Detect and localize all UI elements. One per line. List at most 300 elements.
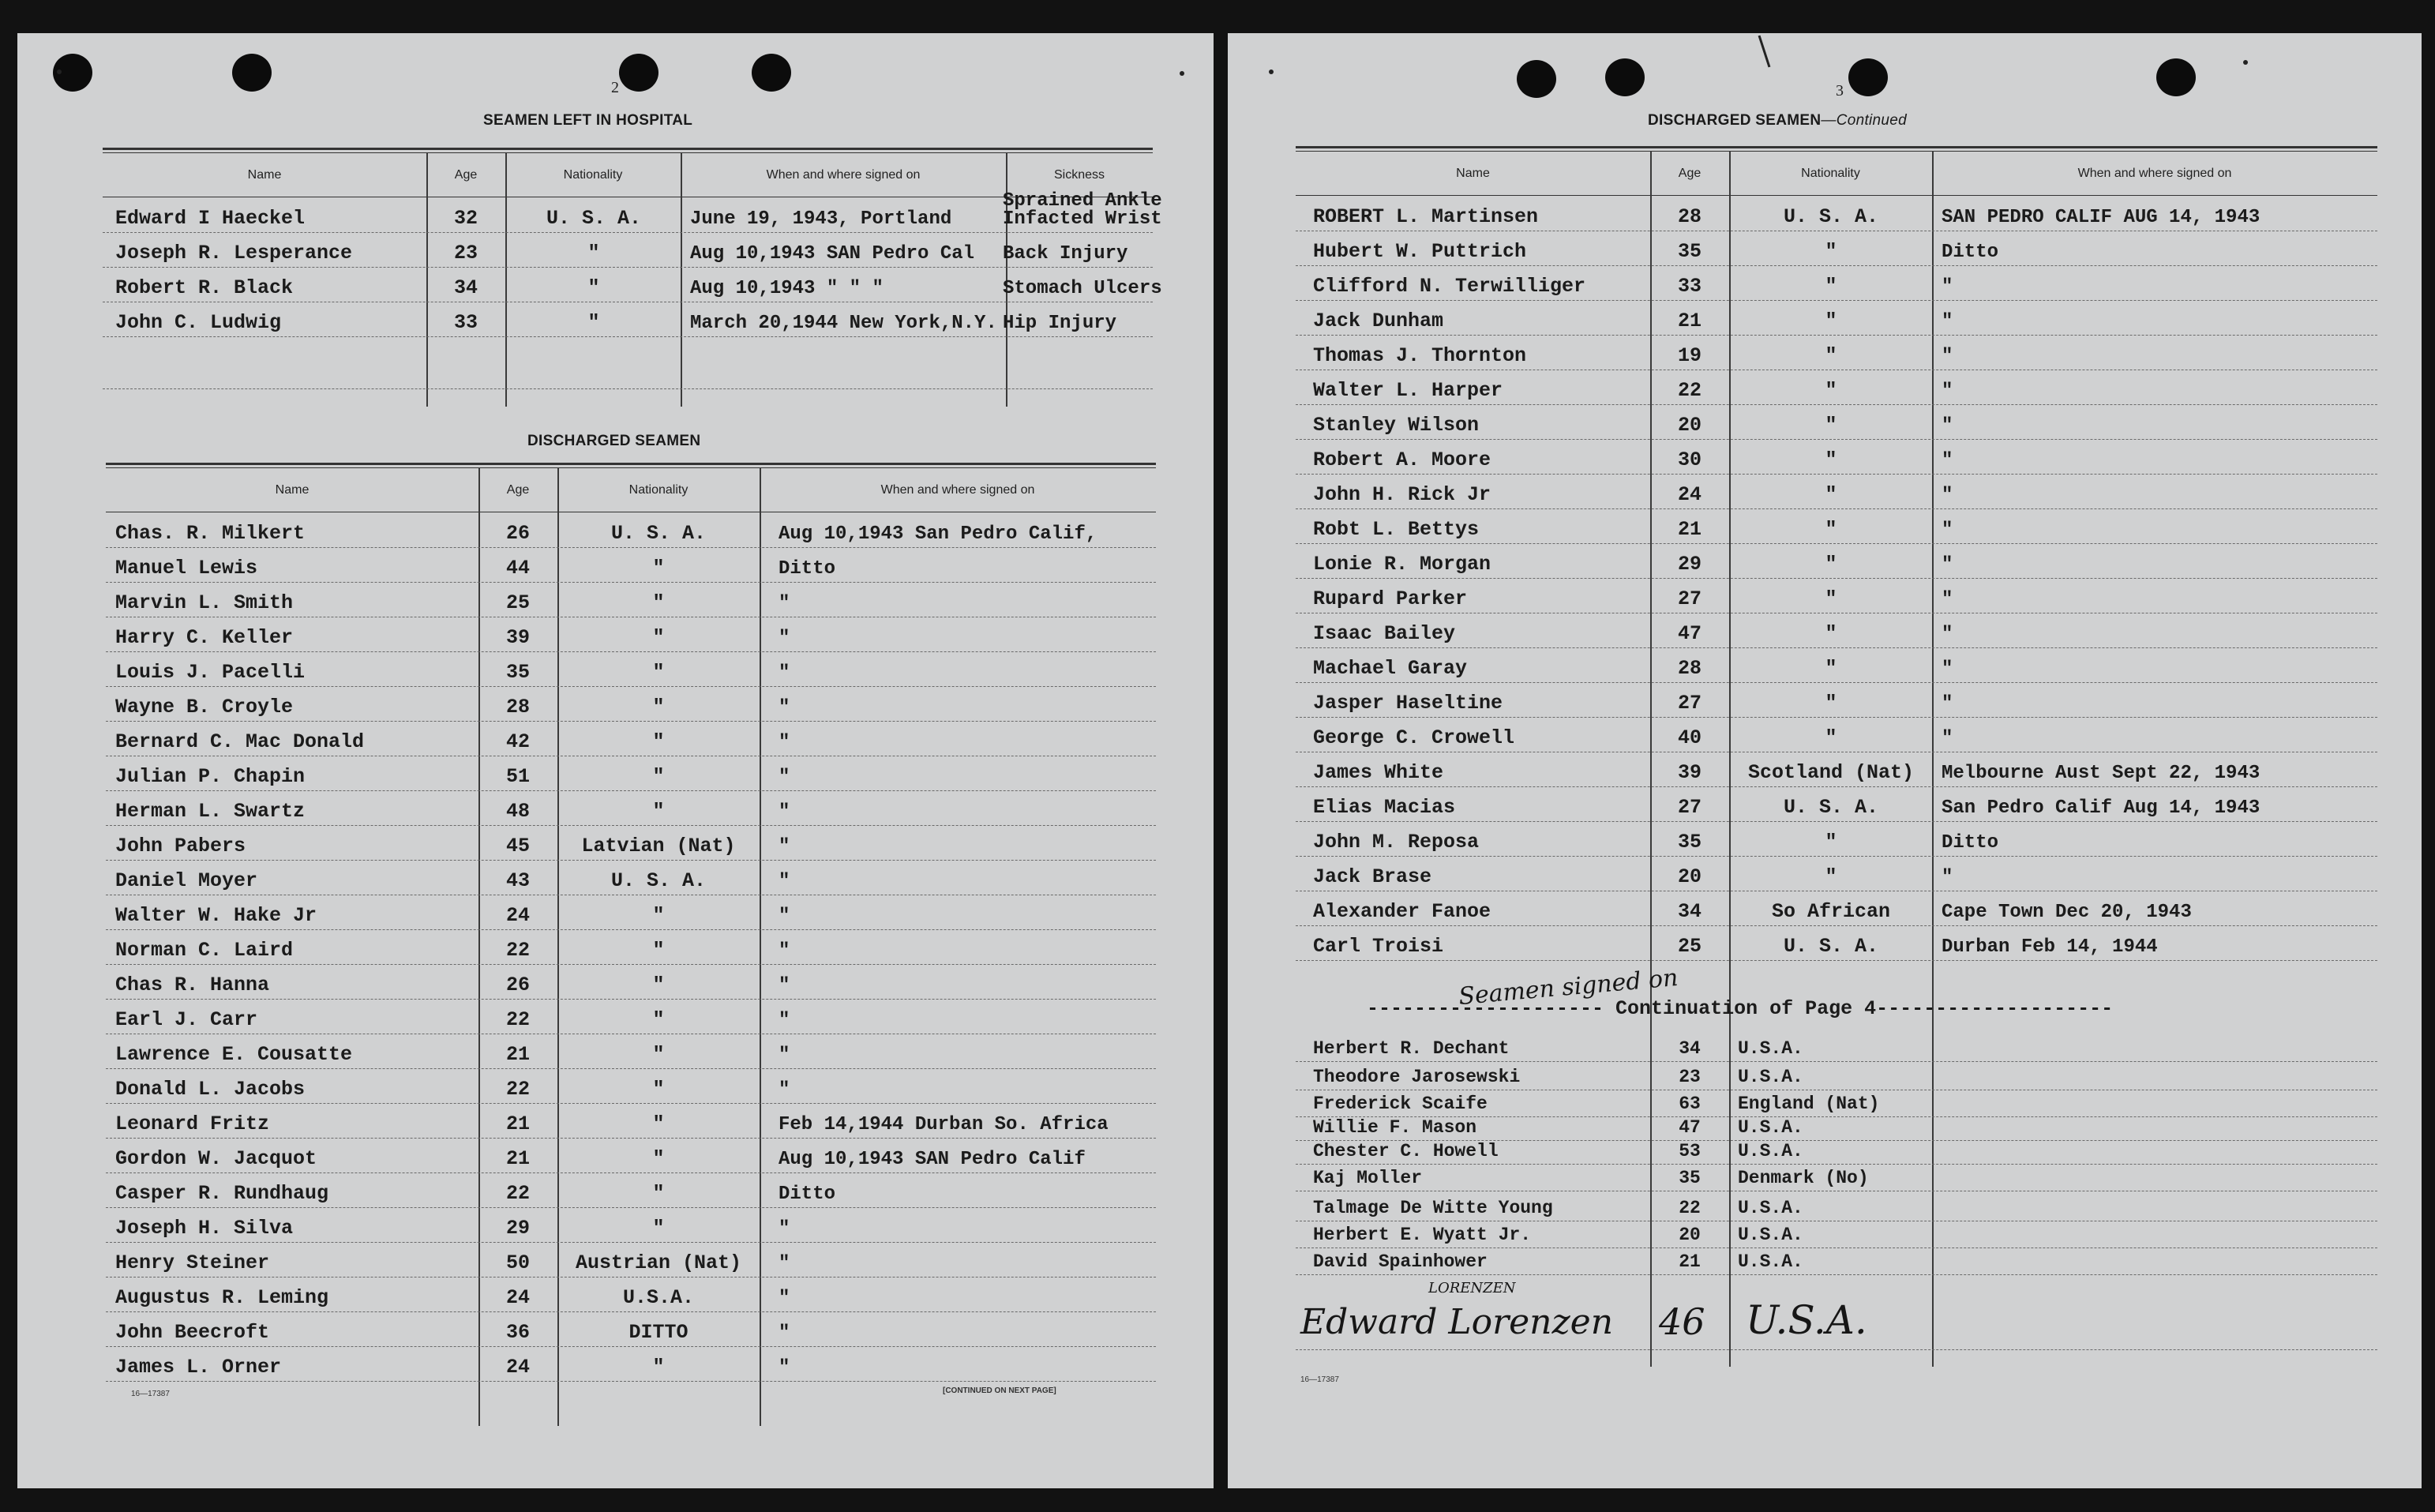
signed-on: " (779, 1253, 790, 1274)
dot-mark (1269, 69, 1274, 74)
table-row (106, 652, 1156, 687)
table-row (103, 337, 1153, 389)
seaman-nationality: " (652, 800, 665, 823)
header-nationality: Nationality (1801, 167, 1860, 181)
table-row (1296, 648, 2377, 683)
table-row (1296, 718, 2377, 752)
seaman-name: Isaac Bailey (1313, 622, 1456, 645)
signed-on: " (1942, 589, 1953, 610)
seaman-age: 24 (505, 1356, 530, 1379)
seaman-name: Julian P. Chapin (115, 765, 306, 788)
signed-on: " (779, 1045, 790, 1066)
seaman-nationality: " (1825, 414, 1837, 437)
title-continued: —Continued (1821, 112, 1908, 129)
table-row (106, 1069, 1156, 1104)
seaman-name: Leonard Fritz (115, 1112, 270, 1135)
seaman-name: Robert A. Moore (1313, 448, 1491, 471)
table-row (1296, 544, 2377, 579)
signed-on: " (1942, 346, 1953, 367)
seaman-age: 33 (1677, 275, 1701, 298)
seaman-age: 43 (505, 869, 530, 892)
seaman-age: 21 (1677, 518, 1701, 541)
seaman-nationality: " (652, 1217, 665, 1240)
seaman-nationality: " (1825, 379, 1837, 402)
seaman-nationality: " (652, 1112, 665, 1135)
table-row (1296, 1141, 2377, 1165)
signed-on: Aug 10,1943 SAN Pedro Calif (779, 1149, 1086, 1170)
signed-on: June 19, 1943, Portland (690, 208, 952, 230)
signed-on: Ditto (1942, 242, 1999, 263)
seaman-nationality: U.S.A. (1738, 1117, 1803, 1138)
seaman-age: 22 (1679, 1198, 1701, 1218)
table-row (1296, 1090, 2377, 1117)
page-number: 3 (1836, 82, 1844, 99)
seaman-nationality: " (652, 696, 665, 718)
table-row (106, 548, 1156, 583)
header-name: Name (1456, 167, 1490, 181)
table-row (106, 687, 1156, 722)
seaman-name: Machael Garay (1313, 657, 1468, 680)
seaman-name: Rupard Parker (1313, 587, 1468, 610)
signed-on: " (779, 975, 790, 996)
header-name: Name (247, 168, 282, 182)
header-nationality: Nationality (563, 168, 623, 182)
signed-on: " (1942, 624, 1953, 645)
sickness: Hip Injury (1003, 313, 1117, 334)
seaman-age: 25 (1677, 935, 1701, 958)
table-row (1296, 926, 2377, 961)
table-row (106, 965, 1156, 1000)
seaman-nationality: " (1825, 587, 1837, 610)
table-row (106, 930, 1156, 965)
seaman-name: Chas. R. Milkert (115, 522, 306, 545)
seaman-age: 20 (1677, 865, 1701, 888)
handwritten-note: Seamen signed on (1458, 963, 1679, 1011)
table-row (1296, 440, 2377, 475)
seaman-name: Thomas J. Thornton (1313, 344, 1527, 367)
seaman-name: Herbert R. Dechant (1313, 1038, 1510, 1059)
continued-note: [CONTINUED ON NEXT PAGE] (943, 1386, 1056, 1395)
sickness: Sprained Ankle (1003, 190, 1162, 212)
signed-on: " (779, 593, 790, 614)
table-row (106, 1173, 1156, 1208)
table-row (103, 233, 1153, 268)
left-page (17, 33, 1214, 1488)
seaman-name: John Pabers (115, 835, 246, 857)
header-age: Age (454, 168, 478, 182)
seaman-age: 24 (1677, 483, 1701, 506)
punch-hole-icon (1517, 60, 1556, 98)
seaman-nationality: U. S. A. (1783, 205, 1879, 228)
signed-on: Melbourne Aust Sept 22, 1943 (1942, 763, 2261, 784)
seaman-age: 28 (1677, 657, 1701, 680)
signed-on: Aug 10,1943 SAN Pedro Cal (690, 243, 975, 265)
seaman-name: Edward I Haeckel (115, 207, 306, 230)
seaman-name: Theodore Jarosewski (1313, 1067, 1521, 1087)
table-row (1296, 336, 2377, 370)
seaman-nationality: " (1825, 483, 1837, 506)
section-title-discharged-continued (1648, 112, 1907, 129)
seaman-nationality: " (587, 276, 600, 299)
seaman-age: 27 (1677, 796, 1701, 819)
seaman-nationality: " (1825, 240, 1837, 263)
seaman-name: Walter W. Hake Jr (115, 904, 317, 927)
table-row (106, 617, 1156, 652)
punch-hole-icon (752, 54, 791, 92)
seaman-age: 35 (505, 661, 530, 684)
table-row (106, 1243, 1156, 1278)
seaman-name: Talmage De Witte Young (1313, 1198, 1553, 1218)
table-row (1296, 787, 2377, 822)
seaman-name: Robert R. Black (115, 276, 294, 299)
seaman-age: 30 (1677, 448, 1701, 471)
header-age: Age (506, 483, 530, 497)
seaman-name: Norman C. Laird (115, 939, 294, 962)
seaman-nationality: U.S.A. (1738, 1141, 1803, 1161)
seaman-nationality: " (1825, 692, 1837, 715)
seaman-nationality: " (1825, 622, 1837, 645)
seaman-name: Harry C. Keller (115, 626, 294, 649)
signed-on: Aug 10,1943 " " " (690, 278, 884, 299)
table-row (1296, 1165, 2377, 1191)
seaman-name: Jack Dunham (1313, 310, 1444, 332)
seaman-age: 47 (1677, 622, 1701, 645)
signed-on: Ditto (779, 558, 836, 580)
seaman-nationality: " (1825, 344, 1837, 367)
hospital-table (103, 148, 1162, 448)
seaman-age: 51 (505, 765, 530, 788)
seaman-age: 35 (1677, 831, 1701, 854)
seaman-name: Elias Macias (1313, 796, 1456, 819)
seaman-name: John M. Reposa (1313, 831, 1480, 854)
form-number: 16—17387 (1300, 1375, 1339, 1384)
seaman-age: 28 (505, 696, 530, 718)
seaman-age: 21 (505, 1147, 530, 1170)
seaman-nationality: " (652, 1182, 665, 1205)
seaman-name: Augustus R. Leming (115, 1286, 329, 1309)
seaman-name: Herbert E. Wyatt Jr. (1313, 1225, 1532, 1245)
seaman-nationality: " (1825, 518, 1837, 541)
discharged-rows (106, 513, 1156, 1382)
sickness: Back Injury (1003, 243, 1128, 265)
signed-on: " (779, 1288, 790, 1309)
table-row (106, 1312, 1156, 1347)
title-text: DISCHARGED SEAMEN (1648, 112, 1822, 129)
header-name: Name (275, 483, 310, 497)
signed-on: Ditto (779, 1184, 836, 1205)
seaman-nationality: U.S.A. (1738, 1198, 1803, 1218)
signed-on: " (1942, 276, 1953, 298)
seaman-name: Donald L. Jacobs (115, 1078, 306, 1101)
seaman-nationality: U.S.A. (1738, 1225, 1803, 1245)
punch-hole-icon (232, 54, 272, 92)
seaman-age: 22 (505, 1008, 530, 1031)
seaman-age: 50 (505, 1251, 530, 1274)
signed-on: Cape Town Dec 20, 1943 (1942, 902, 2192, 923)
seaman-age: 21 (1679, 1251, 1701, 1272)
table-row (106, 1278, 1156, 1312)
seaman-age: 22 (505, 1078, 530, 1101)
seaman-age: 47 (1679, 1117, 1701, 1138)
seaman-nationality: " (1825, 865, 1837, 888)
section-title-discharged: DISCHARGED SEAMEN (527, 433, 701, 449)
seaman-age: 34 (453, 276, 478, 299)
seaman-name: Alexander Fanoe (1313, 900, 1491, 923)
table-row (1296, 1248, 2377, 1275)
dot-mark (1180, 71, 1184, 76)
seaman-nationality: " (652, 626, 665, 649)
seaman-name: Willie F. Mason (1313, 1117, 1477, 1138)
seaman-nationality: " (652, 939, 665, 962)
punch-hole-icon (2156, 58, 2196, 96)
signed-on: " (1942, 415, 1953, 437)
discharged-table (106, 463, 1156, 1426)
seaman-age: 25 (505, 591, 530, 614)
seaman-nationality: " (1825, 726, 1837, 749)
seaman-age: 32 (453, 207, 478, 230)
seaman-name: John C. Ludwig (115, 311, 282, 334)
signed-on: Durban Feb 14, 1944 (1942, 936, 2158, 958)
seaman-name: Jack Brase (1313, 865, 1432, 888)
table-row (1296, 857, 2377, 891)
handwritten-nationality: U.S.A. (1746, 1297, 1867, 1343)
seaman-age: 48 (505, 800, 530, 823)
table-row (1296, 405, 2377, 440)
seaman-age: 23 (1679, 1067, 1701, 1087)
seaman-nationality: U. S. A. (546, 207, 642, 230)
table-row (1296, 370, 2377, 405)
right-page (1228, 33, 2422, 1488)
signed-on: San Pedro Calif Aug 14, 1943 (1942, 797, 2261, 819)
section-title-hospital: SEAMEN LEFT IN HOSPITAL (483, 112, 693, 129)
seaman-nationality: " (652, 1078, 665, 1101)
signed-on: " (1942, 381, 1953, 402)
table-row (1296, 1117, 2377, 1141)
signed-on: " (779, 1079, 790, 1101)
table-row (1296, 613, 2377, 648)
seaman-name: Robt L. Bettys (1313, 518, 1480, 541)
seaman-nationality: " (652, 1356, 665, 1379)
seaman-name: Chas R. Hanna (115, 974, 270, 996)
seaman-nationality: " (652, 661, 665, 684)
signed-on: " (779, 1010, 790, 1031)
header-signed: When and where signed on (880, 483, 1035, 497)
seaman-nationality: " (652, 591, 665, 614)
seaman-name: Walter L. Harper (1313, 379, 1503, 402)
seaman-age: 27 (1677, 587, 1701, 610)
seaman-age: 35 (1679, 1168, 1701, 1188)
signed-on: " (1942, 658, 1953, 680)
seaman-name: Jasper Haseltine (1313, 692, 1503, 715)
seaman-name: Earl J. Carr (115, 1008, 258, 1031)
seaman-name: Wayne B. Croyle (115, 696, 294, 718)
table-row (106, 1034, 1156, 1069)
seaman-nationality: " (652, 974, 665, 996)
seaman-nationality: " (652, 765, 665, 788)
seaman-nationality: " (1825, 657, 1837, 680)
dot-mark (2243, 60, 2248, 65)
seaman-name: Joseph R. Lesperance (115, 242, 353, 265)
seaman-name: John H. Rick Jr (1313, 483, 1491, 506)
table-row (106, 791, 1156, 826)
seaman-nationality: " (652, 904, 665, 927)
signed-on: " (1942, 693, 1953, 715)
signed-on: " (779, 1218, 790, 1240)
table-row (106, 1347, 1156, 1382)
seaman-nationality: " (652, 1043, 665, 1066)
seaman-age: 45 (505, 835, 530, 857)
table-row (1296, 1191, 2377, 1221)
signed-on: " (779, 801, 790, 823)
table-row (106, 756, 1156, 791)
seaman-nationality: U. S. A. (610, 522, 707, 545)
signed-on: " (779, 662, 790, 684)
seaman-name: Marvin L. Smith (115, 591, 294, 614)
seaman-name: George C. Crowell (1313, 726, 1515, 749)
signed-on-rows (1296, 1030, 2377, 1275)
seaman-age: 27 (1677, 692, 1701, 715)
table-row (1296, 475, 2377, 509)
seaman-age: 35 (1677, 240, 1701, 263)
seaman-nationality: Austrian (Nat) (575, 1251, 742, 1274)
signed-on: " (779, 871, 790, 892)
table-row (103, 302, 1153, 337)
seaman-name: Louis J. Pacelli (115, 661, 306, 684)
seaman-age: 42 (505, 730, 530, 753)
seaman-nationality: " (1825, 448, 1837, 471)
table-row (1296, 822, 2377, 857)
table-row (1296, 1030, 2377, 1062)
seaman-name: Gordon W. Jacquot (115, 1147, 317, 1170)
table-row (106, 895, 1156, 930)
hospital-rows (103, 190, 1162, 389)
seaman-nationality: U.S.A. (1738, 1251, 1803, 1272)
signed-on: " (1942, 520, 1953, 541)
seaman-name: Clifford N. Terwilliger (1313, 275, 1586, 298)
seaman-name: Lonie R. Morgan (1313, 553, 1491, 576)
punch-hole-icon (619, 54, 658, 92)
seaman-name: James White (1313, 761, 1444, 784)
seaman-name: Henry Steiner (115, 1251, 270, 1274)
sickness: Stomach Ulcers (1003, 278, 1162, 299)
table-row (1296, 683, 2377, 718)
seaman-nationality: U.S.A. (622, 1286, 694, 1309)
seaman-name: Bernard C. Mac Donald (115, 730, 365, 753)
header-age: Age (1678, 167, 1701, 181)
seaman-age: 22 (1677, 379, 1701, 402)
signed-on: SAN PEDRO CALIF AUG 14, 1943 (1942, 207, 2261, 228)
table-row (1296, 752, 2377, 787)
seaman-age: 26 (505, 974, 530, 996)
signed-on: " (1942, 554, 1953, 576)
seaman-name: Stanley Wilson (1313, 414, 1480, 437)
seaman-age: 19 (1677, 344, 1701, 367)
seaman-nationality: U. S. A. (1783, 796, 1879, 819)
seaman-nationality: " (1825, 831, 1837, 854)
signed-on: " (1942, 867, 1953, 888)
signed-on: " (1942, 450, 1953, 471)
seaman-name: Casper R. Rundhaug (115, 1182, 329, 1205)
seaman-nationality: " (1825, 310, 1837, 332)
seaman-age: 21 (1677, 310, 1701, 332)
table-row (1296, 266, 2377, 301)
discharged-continued-rows (1296, 197, 2377, 961)
seaman-age: 20 (1679, 1225, 1701, 1245)
table-row (1296, 197, 2377, 231)
seaman-age: 24 (505, 1286, 530, 1309)
signed-on: " (779, 836, 790, 857)
seaman-age: 26 (505, 522, 530, 545)
seaman-nationality: " (652, 1008, 665, 1031)
seaman-name: James L. Orner (115, 1356, 282, 1379)
seaman-age: 22 (505, 1182, 530, 1205)
punch-hole-icon (1605, 58, 1645, 96)
signed-on: " (779, 697, 790, 718)
seaman-nationality: So African (1771, 900, 1891, 923)
signed-on: " (779, 732, 790, 753)
signed-on: " (779, 628, 790, 649)
table-row (106, 1104, 1156, 1139)
handwritten-row (1296, 1278, 2377, 1350)
table-row (106, 722, 1156, 756)
pen-stroke (1758, 36, 1771, 68)
table-row (106, 583, 1156, 617)
seaman-nationality: Denmark (No) (1738, 1168, 1869, 1188)
signed-on: " (1942, 311, 1953, 332)
seaman-age: 20 (1677, 414, 1701, 437)
seaman-age: 29 (505, 1217, 530, 1240)
seaman-age: 34 (1679, 1038, 1701, 1059)
seaman-name: Hubert W. Puttrich (1313, 240, 1527, 263)
seaman-age: 28 (1677, 205, 1701, 228)
handwritten-name: Edward Lorenzen (1300, 1302, 1614, 1342)
seaman-name: Joseph H. Silva (115, 1217, 294, 1240)
signed-on: Ditto (1942, 832, 1999, 854)
punch-hole-icon (1848, 58, 1888, 96)
signed-on: Aug 10,1943 San Pedro Calif, (779, 523, 1097, 545)
dot-mark (57, 69, 62, 74)
seaman-name: Chester C. Howell (1313, 1141, 1499, 1161)
signed-on: " (1942, 485, 1953, 506)
seaman-name: Kaj Moller (1313, 1168, 1423, 1188)
seaman-name: Manuel Lewis (115, 557, 258, 580)
seaman-nationality: U. S. A. (1783, 935, 1879, 958)
table-row (103, 190, 1162, 233)
seaman-nationality: England (Nat) (1738, 1094, 1880, 1114)
table-row (1296, 891, 2377, 926)
seaman-name: Daniel Moyer (115, 869, 258, 892)
seaman-nationality: Scotland (Nat) (1747, 761, 1915, 784)
seaman-age: 29 (1677, 553, 1701, 576)
seaman-nationality: " (1825, 275, 1837, 298)
page-number: 2 (611, 79, 619, 96)
seaman-name: Frederick Scaife (1313, 1094, 1488, 1114)
seaman-nationality: DITTO (628, 1321, 688, 1344)
handwritten-name-correction: LORENZEN (1428, 1280, 1516, 1296)
continuation-line: -------------------- Continuation of Page 4-------------------- (1367, 997, 2114, 1020)
seaman-nationality: U.S.A. (1738, 1067, 1803, 1087)
table-row (106, 513, 1156, 548)
seaman-age: 53 (1679, 1141, 1701, 1161)
seaman-age: 21 (505, 1112, 530, 1135)
signed-on: " (1942, 728, 1953, 749)
table-row (1296, 509, 2377, 544)
header-signed: When and where signed on (766, 168, 921, 182)
signed-on: " (779, 940, 790, 962)
seaman-age: 22 (505, 939, 530, 962)
table-row (106, 1208, 1156, 1243)
table-row (1296, 1062, 2377, 1090)
